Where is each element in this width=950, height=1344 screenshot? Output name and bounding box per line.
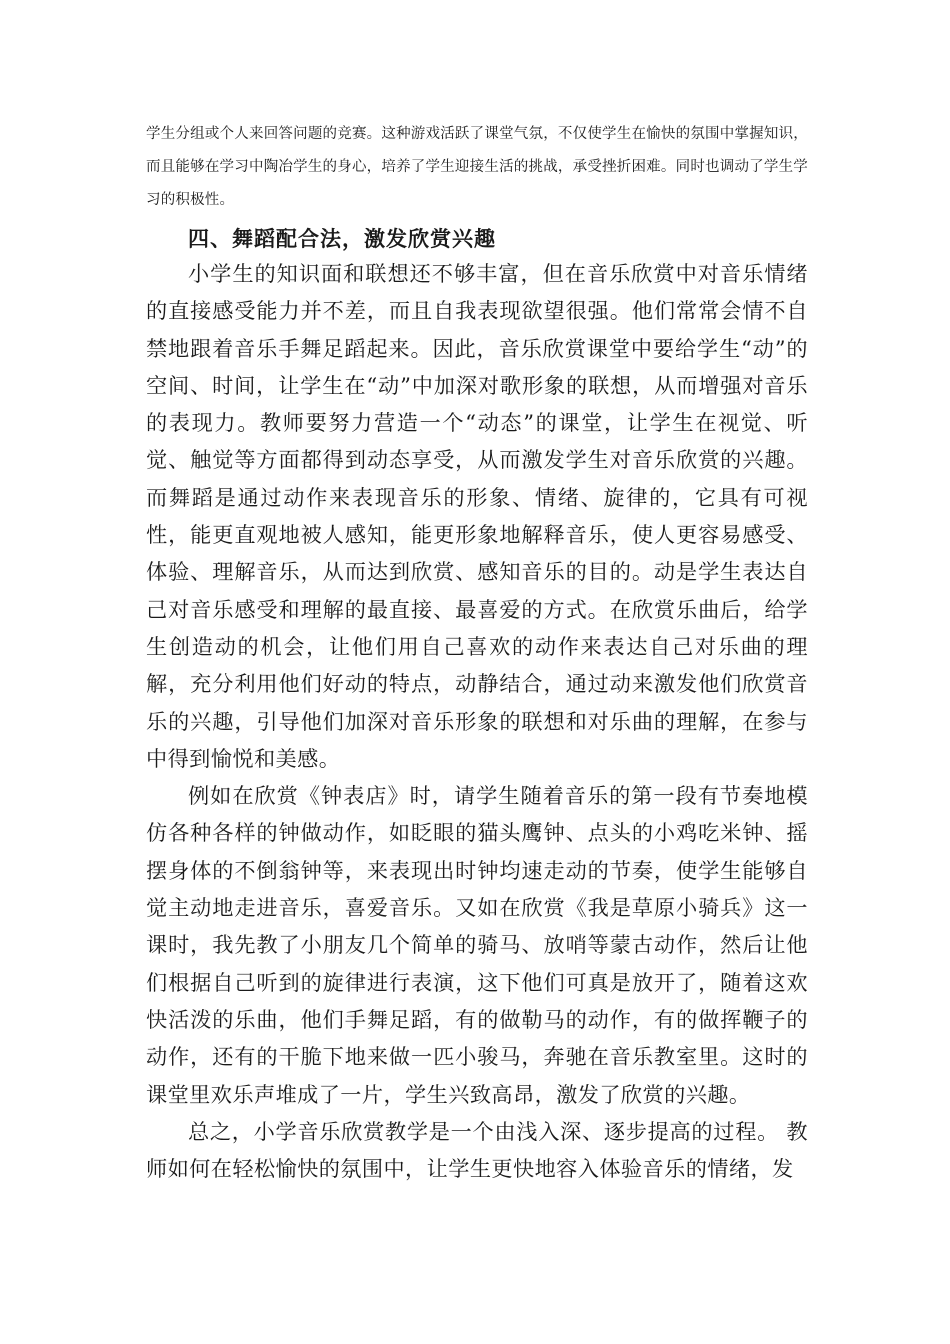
- body-paragraph: 例如在欣赏《钟表店》时，请学生随着音乐的第一段有节奏地模仿各种各样的钟做动作，如眨眼的猫头鹰钟、点头的小鸡吃米钟、摇摆身体的不倒翁钟等，来表现出时钟均速走动的节奏，使学生能够自觉主动地走进音乐，喜爱音乐。又如在欣赏《我是草原小骑兵》这一课时，我先教了小朋友几个简单的骑马、放哨等蒙古动作，然后让他们根据自己听到的旋律进行表演，这下他们可真是放开了，随着这欢快活泼的乐曲，他们手舞足蹈，有的做勒马的动作，有的做挥鞭子的动作，还有的干脆下地来做一匹小骏马，奔驰在音乐教室里。这时的课堂里欢乐声堆成了一片，学生兴致高昂，激发了欣赏的兴趣。: [146, 783, 808, 1107]
- intro-paragraph: 学生分组或个人来回答问题的竞赛。这种游戏活跃了课堂气氛，不仅使学生在愉快的氛围中掌握知识，而且能够在学习中陶冶学生的身心，培养了学生迎接生活的挑战，承受挫折困难。同时也调动了学生学习的积极性。: [146, 126, 808, 208]
- document-page: [146, 118, 808, 1187]
- body-paragraph: 小学生的知识面和联想还不够丰富，但在音乐欣赏中对音乐情绪的直接感受能力并不差，而且自我表现欲望很强。他们常常会情不自禁地跟着音乐手舞足蹈起来。因此，音乐欣赏课堂中要给学生“动”的空间、时间，让学生在“动”中加深对歌形象的联想，从而增强对音乐的表现力。教师要努力营造一个“动态”的课堂，让学生在视觉、听觉、触觉等方面都得到动态享受，从而激发学生对音乐欣赏的兴趣。而舞蹈是通过动作来表现音乐的形象、情绪、旋律的，它具有可视性，能更直观地被人感知，能更形象地解释音乐，使人更容易感受、体验、理解音乐，从而达到欣赏、感知音乐的目的。动是学生表达自己对音乐感受和理解的最直接、最喜爱的方式。在欣赏乐曲后，给学生创造动的机会，让他们用自己喜欢的动作来表达自己对乐曲的理解，充分利用他们好动的特点，动静结合，通过动来激发他们欣赏音乐的兴趣，引导他们加深对音乐形象的联想和对乐曲的理解，在参与中得到愉悦和美感。: [146, 261, 808, 771]
- section-heading: 四、舞蹈配合法，激发欣赏兴趣: [188, 226, 496, 251]
- body-paragraph: 总之，小学音乐欣赏教学是一个由浅入深、逐步提高的过程。 教师如何在轻松愉快的氛围中，让学生更快地容入体验音乐的情绪，发: [146, 1118, 808, 1182]
